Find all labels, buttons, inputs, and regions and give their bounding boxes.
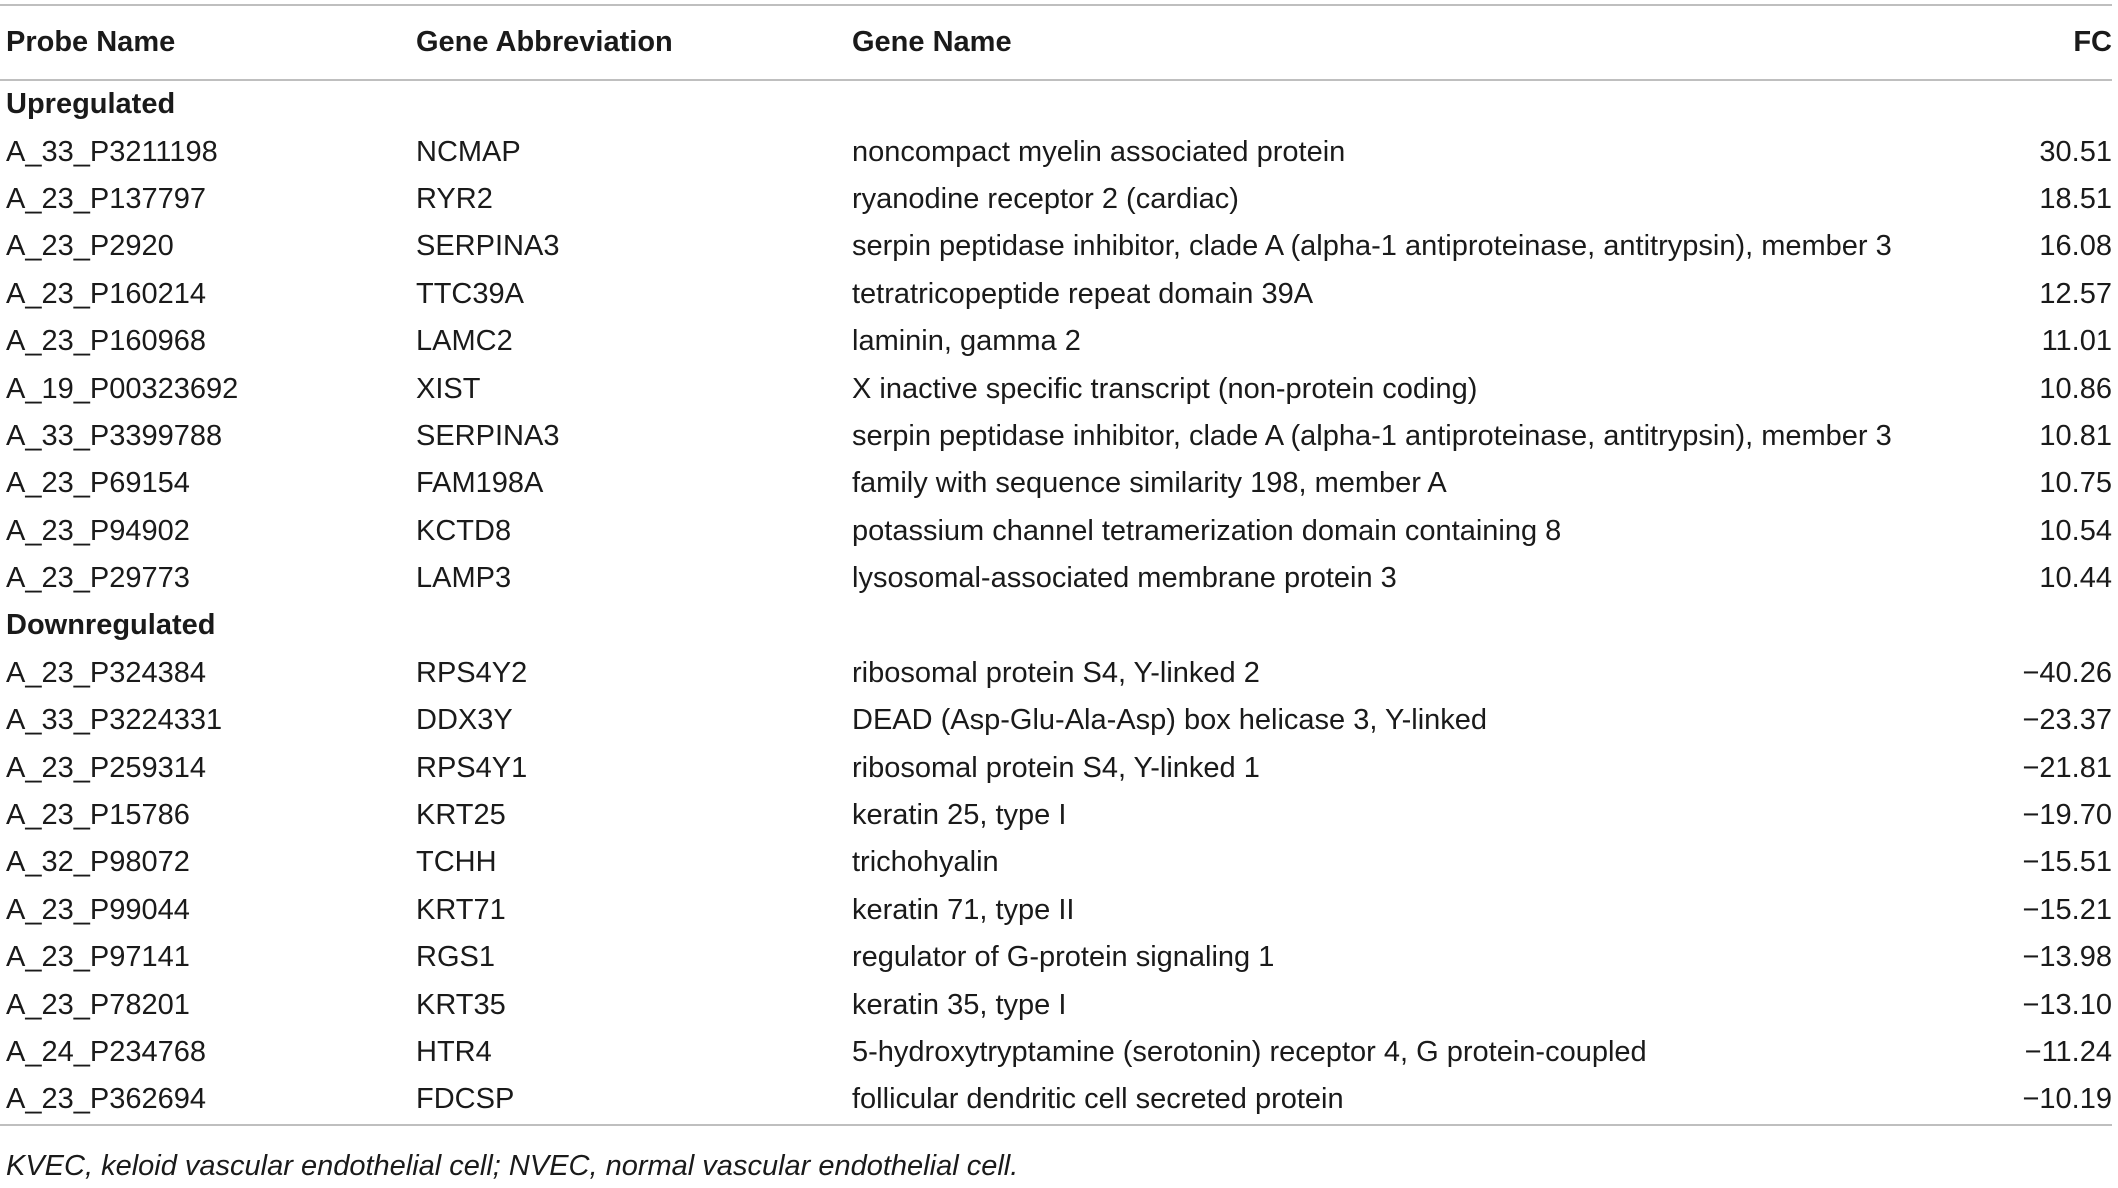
cell-gene-abbreviation: SERPINA3 bbox=[416, 230, 560, 263]
table-row bbox=[0, 555, 2112, 602]
cell-gene-name: keratin 35, type I bbox=[852, 988, 1067, 1021]
table-row bbox=[0, 981, 2112, 1028]
cell-gene-abbreviation: TTC39A bbox=[416, 277, 524, 310]
table-row bbox=[0, 271, 2112, 318]
header-gene-name: Gene Name bbox=[852, 26, 1012, 58]
cell-probe-name: A_23_P324384 bbox=[6, 656, 206, 689]
section-label: Upregulated bbox=[6, 88, 176, 121]
cell-gene-name: regulator of G-protein signaling 1 bbox=[852, 941, 1275, 974]
cell-gene-abbreviation: TCHH bbox=[416, 846, 497, 879]
table-row bbox=[0, 223, 2112, 270]
cell-fc: −10.19 bbox=[2022, 1083, 2112, 1116]
cell-gene-abbreviation: KRT71 bbox=[416, 893, 506, 926]
cell-gene-abbreviation: XIST bbox=[416, 372, 481, 405]
cell-fc: 30.51 bbox=[2039, 135, 2112, 168]
cell-fc: 10.75 bbox=[2039, 467, 2112, 500]
cell-fc: 10.44 bbox=[2039, 562, 2112, 595]
cell-gene-name: ribosomal protein S4, Y-linked 2 bbox=[852, 656, 1260, 689]
cell-gene-name: trichohyalin bbox=[852, 846, 999, 879]
table-row bbox=[0, 887, 2112, 934]
cell-probe-name: A_23_P259314 bbox=[6, 751, 206, 784]
cell-gene-abbreviation: RYR2 bbox=[416, 182, 493, 215]
table-row bbox=[0, 508, 2112, 555]
cell-gene-abbreviation: NCMAP bbox=[416, 135, 521, 168]
cell-fc: −23.37 bbox=[2022, 704, 2112, 737]
cell-fc: −21.81 bbox=[2022, 751, 2112, 784]
gene-expression-table bbox=[0, 4, 2112, 1126]
table-row bbox=[0, 318, 2112, 365]
table-row bbox=[0, 792, 2112, 839]
table-row bbox=[0, 934, 2112, 981]
cell-gene-abbreviation: KCTD8 bbox=[416, 514, 512, 547]
table-row bbox=[0, 128, 2112, 175]
table-row bbox=[0, 1076, 2112, 1124]
cell-probe-name: A_32_P98072 bbox=[6, 846, 190, 879]
cell-gene-abbreviation: RGS1 bbox=[416, 941, 495, 974]
cell-fc: 18.51 bbox=[2039, 182, 2112, 215]
table-header bbox=[0, 5, 2112, 80]
cell-probe-name: A_23_P160968 bbox=[6, 325, 206, 358]
cell-gene-name: serpin peptidase inhibitor, clade A (alpha-1 antiproteinase, antitrypsin), member 3 bbox=[852, 230, 1892, 263]
cell-gene-name: noncompact myelin associated protein bbox=[852, 135, 1346, 168]
cell-gene-name: potassium channel tetramerization domain containing 8 bbox=[852, 514, 1562, 547]
cell-probe-name: A_19_P00323692 bbox=[6, 372, 239, 405]
table-row bbox=[0, 650, 2112, 697]
cell-fc: −11.24 bbox=[2024, 1036, 2112, 1068]
cell-gene-name: X inactive specific transcript (non-protein coding) bbox=[852, 372, 1478, 405]
cell-probe-name: A_33_P3399788 bbox=[6, 419, 223, 452]
table-row bbox=[0, 1029, 2112, 1076]
table-footnote: KVEC, keloid vascular endothelial cell; NVEC, normal vascular endothelial cell. bbox=[6, 1150, 1019, 1182]
cell-fc: −15.21 bbox=[2022, 893, 2112, 926]
header-fc: FC bbox=[2073, 26, 2112, 58]
cell-fc: −40.26 bbox=[2022, 656, 2112, 689]
cell-gene-abbreviation: LAMC2 bbox=[416, 325, 513, 358]
cell-probe-name: A_23_P137797 bbox=[6, 182, 206, 215]
table-row bbox=[0, 744, 2112, 791]
table-row bbox=[0, 697, 2112, 744]
cell-fc: −19.70 bbox=[2022, 799, 2112, 832]
cell-gene-name: family with sequence similarity 198, member A bbox=[852, 467, 1447, 500]
header-probe-name: Probe Name bbox=[6, 26, 176, 58]
cell-gene-name: tetratricopeptide repeat domain 39A bbox=[852, 277, 1314, 310]
cell-gene-abbreviation: FDCSP bbox=[416, 1083, 515, 1116]
cell-gene-abbreviation: HTR4 bbox=[416, 1036, 492, 1068]
cell-probe-name: A_23_P15786 bbox=[6, 799, 190, 832]
cell-probe-name: A_23_P94902 bbox=[6, 514, 190, 547]
cell-fc: −13.98 bbox=[2022, 941, 2112, 974]
cell-gene-name: serpin peptidase inhibitor, clade A (alpha-1 antiproteinase, antitrypsin), member 3 bbox=[852, 419, 1892, 452]
cell-fc: 11.01 bbox=[2041, 325, 2112, 358]
table-row bbox=[0, 460, 2112, 507]
cell-fc: 16.08 bbox=[2039, 230, 2112, 263]
cell-gene-abbreviation: SERPINA3 bbox=[416, 419, 560, 452]
cell-gene-name: 5-hydroxytryptamine (serotonin) receptor 4, G protein-coupled bbox=[852, 1036, 1647, 1068]
cell-probe-name: A_23_P99044 bbox=[6, 893, 190, 926]
cell-gene-abbreviation: RPS4Y1 bbox=[416, 751, 528, 784]
section-label: Downregulated bbox=[6, 609, 216, 642]
cell-gene-name: ryanodine receptor 2 (cardiac) bbox=[852, 182, 1239, 215]
gene-table-container bbox=[0, 4, 2112, 1126]
cell-fc: −15.51 bbox=[2022, 846, 2112, 879]
table-row bbox=[0, 413, 2112, 460]
cell-probe-name: A_33_P3211198 bbox=[6, 135, 218, 168]
cell-probe-name: A_23_P78201 bbox=[6, 988, 190, 1021]
cell-fc: 10.81 bbox=[2039, 419, 2112, 452]
table-body bbox=[0, 80, 2112, 1125]
cell-gene-abbreviation: RPS4Y2 bbox=[416, 656, 528, 689]
cell-gene-name: ribosomal protein S4, Y-linked 1 bbox=[852, 751, 1260, 784]
cell-gene-abbreviation: KRT25 bbox=[416, 799, 506, 832]
cell-gene-abbreviation: DDX3Y bbox=[416, 704, 513, 737]
cell-fc: −13.10 bbox=[2022, 988, 2112, 1021]
cell-gene-abbreviation: KRT35 bbox=[416, 988, 506, 1021]
header-gene-abbreviation: Gene Abbreviation bbox=[416, 26, 673, 58]
cell-probe-name: A_23_P97141 bbox=[6, 941, 190, 974]
cell-probe-name: A_23_P362694 bbox=[6, 1083, 206, 1116]
table-row bbox=[0, 839, 2112, 886]
cell-probe-name: A_23_P160214 bbox=[6, 277, 206, 310]
cell-probe-name: A_23_P29773 bbox=[6, 562, 190, 595]
cell-gene-name: lysosomal-associated membrane protein 3 bbox=[852, 562, 1397, 595]
cell-gene-name: DEAD (Asp-Glu-Ala-Asp) box helicase 3, Y-linked bbox=[852, 704, 1488, 737]
cell-fc: 10.86 bbox=[2039, 372, 2112, 405]
cell-probe-name: A_33_P3224331 bbox=[6, 704, 223, 737]
cell-probe-name: A_24_P234768 bbox=[6, 1036, 206, 1068]
cell-fc: 12.57 bbox=[2039, 277, 2112, 310]
cell-gene-name: follicular dendritic cell secreted protein bbox=[852, 1083, 1344, 1116]
cell-gene-name: keratin 71, type II bbox=[852, 893, 1075, 926]
section-row bbox=[0, 602, 2112, 649]
cell-fc: 10.54 bbox=[2039, 514, 2112, 547]
cell-gene-name: keratin 25, type I bbox=[852, 799, 1067, 832]
header-row bbox=[0, 5, 2112, 80]
cell-gene-abbreviation: LAMP3 bbox=[416, 562, 512, 595]
table-row bbox=[0, 176, 2112, 223]
cell-probe-name: A_23_P2920 bbox=[6, 230, 174, 263]
section-row bbox=[0, 80, 2112, 128]
cell-gene-abbreviation: FAM198A bbox=[416, 467, 544, 500]
cell-probe-name: A_23_P69154 bbox=[6, 467, 190, 500]
cell-gene-name: laminin, gamma 2 bbox=[852, 325, 1081, 358]
table-row bbox=[0, 365, 2112, 412]
